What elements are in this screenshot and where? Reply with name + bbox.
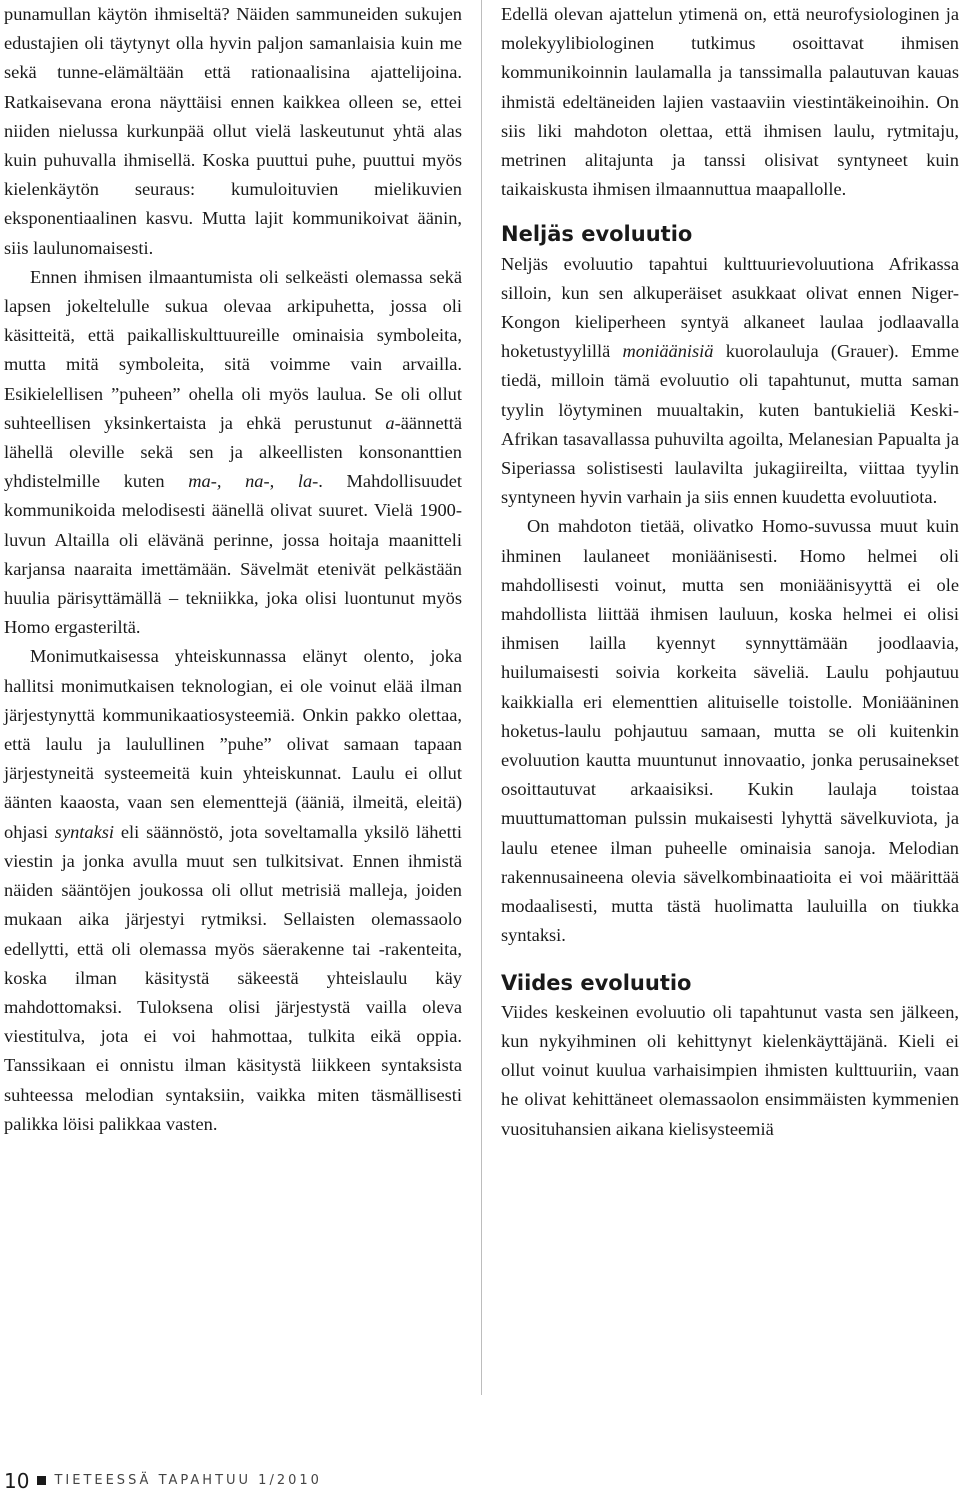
paragraph: Viides keskeinen evoluutio oli tapahtunut vasta sen jälkeen, kun nykyihminen oli kehittynyt kielenkäyttäjänä. Kieli ei ollut voinut kuulua varhaisimpien ihmisten kulttuuriin, vaan he olivat kehittäneet olemassaolon ensimmäisten kymmenien vuosituhansien aikana kielisysteemiä (501, 1001, 959, 1139)
column-divider (481, 0, 482, 1395)
section-heading: Neljäs evoluutio (501, 222, 693, 247)
paragraph: Ennen ihmisen ilmaantumista oli selkeästi olemassa sekä lapsen jokeltelulle sukua olevaa arkipuhetta, jossa oli käsitteitä, että paikalliskulttuureille ominaisia symboleita, mutta mitä symboleita, sitä voimme vain arvailla. Esikielellisen ”puheen” ohella oli myös laulua. Se oli ollut suhteellisen yksinkertaista ja ehkä perustunut a-äännettä lähellä oleville sekä sen ja alkeellisten konsonanttien yhdistelmille kuten ma-, na-, la-. Mahdollisuudet kommunikoida melodisesti äänellä olivat suuret. Vielä 1900-luvun Altailla oli elävänä perinne, jossa hoitaja maanitteli karjansa naaraita imettämään. Sävelmät etenivät pelkästään huulia pärisyttämällä – tekniikka, joka olisi luontunut myös Homo ergasteriltä. (4, 266, 463, 638)
paragraph: punamullan käytön ihmiseltä? Näiden sammuneiden sukujen edustajien oli täytynyt olla hyvin paljon samanlaisia kuin me sekä tunne-elämältään että rationaalisina ajattelijoina. Ratkaisevana erona näyttäisi ennen kaikkea olleen se, ettei niiden nielussa kurkunpää ollut vielä laskeutunut yhtä alas kuin puhuvalla ihmisellä. Koska puuttui puhe, puuttui myös kielenkäytön seuraus: kumuloituvien mielikuvien eksponentiaalinen kasvu. Mutta lajit kommunikoivat äänin, siis laulunomaisesti. (4, 4, 462, 258)
page-number: 10 (4, 1468, 30, 1493)
square-bullet-icon (37, 1476, 46, 1485)
publication-name: TIETEESSÄ TAPAHTUU 1/2010 (54, 1473, 322, 1488)
paragraph: On mahdoton tietää, olivatko Homo-suvussa muut kuin ihminen laulaneet moniäänisesti. Homo helmei oli mahdollisesti voinut, mutta sen moniäänisyyttä ei ole mahdollista liittää ihmisen lauluun, koska helmei ei olisi ihmisen lailla kyennyt synnyttämään joodlaavia, huilumaisesti soivia korkeita säveliä. Laulu pohjautuu kaikkialla eri elementtien alituiselle toistolle. Moniääninen hoketus-laulu pohjautuu samaan, mutta se oli kuitenkin evoluution kautta muuntunut innovaatio, jonka perusainekset osoittautuvat arkaaisiksi. Kukin laulaja toistaa muuttumattoman pulssin mukaisesti lyhyttä sävelkuviota, ja laulu etenee ilman puheelle ominaisia sanoja. Melodian rakennusaineena olevia sävelkombinaatioita ei voi määrittää modaalisesti, mutta tästä huolimatta lauluilla on tiukka syntaksi. (501, 516, 959, 946)
paragraph: Monimutkaisessa yhteiskunnassa elänyt olento, joka hallitsi monimutkaisen teknologian, ei ole voinut elää ilman järjestynyttä kommunikaatiosysteemiä. Onkin pakko olettaa, että laulu ja laulullinen ”puhe” olivat samaan tapaan järjestyneitä systeemeitä kuin yhteiskunnat. Laulu ei ollut äänten kaaosta, vaan sen elementtejä (ääniä, ilmeitä, eleitä) ohjasi syntaksi eli säännöstö, jota soveltamalla yksilö lähetti viestin ja jonka avulla muut sen tulkitsivat. Ennen ihmistä näiden sääntöjen joukossa oli ollut metrisiä malleja, joiden mukaan aika järjestyi rytmiksi. Sellaisten olemassaolo edellytti, että oli olemassa myös säerakenne tai -rakenteita, koska ilman käsitystä säkeestä yhteislaulu käy mahdottomaksi. Tuloksena olisi järjestystä vailla oleva viestitulva, jota ei voi hahmottaa, tulkita eikä oppia. Tanssikaan ei onnistu ilman käsitystä liikkeen syntaksista suhteessa melodian syntaksiin, vaikka miten täsmällisesti palikka löisi palikkaa vasten. (4, 646, 462, 1134)
right-column (501, 0, 959, 1144)
paragraph: Neljäs evoluutio tapahtui kulttuurievoluutiona Afrikassa silloin, kun sen alkuperäiset asukkaat olivat ennen Niger-Kongon kieliperheen syntyä alkaneet laulaa jodlaavalla hoketustyylillä moniäänisiä kuorolauluja (Grauer). Emme tiedä, milloin tämä evoluutio oli tapahtunut, mutta saman tyylin löytyminen muualtakin, kuten bantukieliä Keski-Afrikan tasavallassa puhuvilta agoilta, Melanesian Papualta ja Siperiassa solistisesti laulavilta jukagiireilta, viittaa tyylin syntyneen hyvin varhain ja siis ennen kuudetta evoluutiota. (501, 253, 959, 508)
page-footer (4, 1468, 322, 1493)
left-column (4, 0, 462, 1139)
section-heading: Viides evoluutio (501, 970, 692, 995)
paragraph: Edellä olevan ajattelun ytimenä on, että neurofysiologinen ja molekyylibiologinen tutkimus osoittavat ihmisen kommunikoinnin laulamalla ja tanssimalla palautuvan kauas ihmistä edeltäneiden lajien vastaaviin viestintäkeinoihin. On siis liki mahdoton olettaa, että ihmisen laulu, rytmitaju, metrinen alitajunta ja tanssi olisivat syntyneet kuin taikaiskusta ihmisen ilmaannuttua maapallolle. (501, 4, 959, 200)
